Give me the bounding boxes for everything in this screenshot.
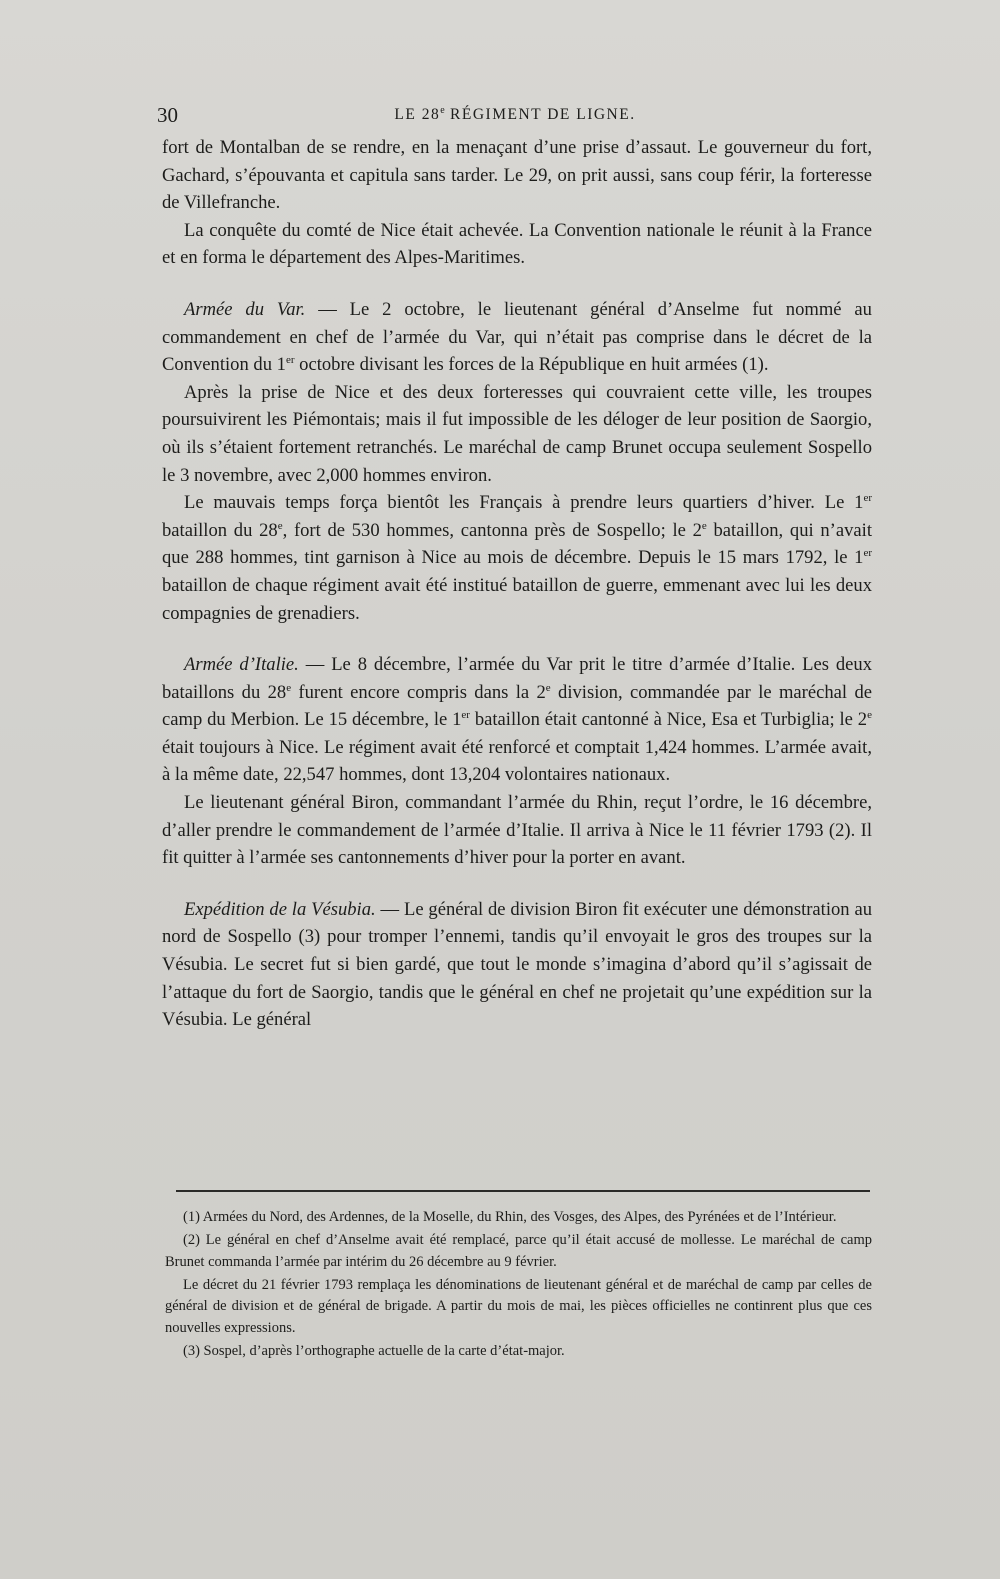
footnote-divider xyxy=(176,1190,870,1192)
paragraph: Le mauvais temps força bientôt les Français à prendre leurs quartiers d’hiver. Le 1er bataillon du 28e, fort de 530 hommes, cantonna près de Sospello; le 2e bataillon, qui n’avait que 288 hommes, tint garnison à Nice au mois de décembre. Depuis le 15 mars 1792, le 1er bataillon de chaque régiment avait été institué bataillon de guerre, emmenant avec lui les deux compagnies de grenadiers. xyxy=(162,492,872,624)
section-armee-du-var: Armée du Var. — Le 2 octobre, le lieutenant général d’Anselme fut nommé au commandement en chef de l’armée du Var, qui n’était pas comprise dans le décret de la Convention du 1er octobre divisant les forces de la République en huit armées (1). xyxy=(162,298,872,376)
section-heading: Expédition de la Vésubia. xyxy=(184,898,376,920)
paragraph: La conquête du comté de Nice était achevée. La Convention nationale le réunit à la France et en forma le département des Alpes-Maritimes. xyxy=(162,219,872,269)
section-heading: Armée du Var. xyxy=(184,298,306,320)
footnote: (3) Sospel, d’après l’orthographe actuelle de la carte d’état-major. xyxy=(183,1343,565,1360)
running-head: LE 28e RÉGIMENT DE LIGNE. xyxy=(394,105,636,124)
paragraph: Le lieutenant général Biron, commandant l’armée du Rhin, reçut l’ordre, le 16 décembre, d’aller prendre le commandement de l’armée d’Italie. Il arriva à Nice le 11 février 1793 (2). Il fit quitter à l’armée ses cantonnements d’hiver pour la porter en avant. xyxy=(162,792,872,869)
section-heading: Armée d’Italie. xyxy=(184,654,299,676)
paragraph: fort de Montalban de se rendre, en la menaçant d’une prise d’assaut. Le gouverneur du fort, Gachard, s’épouvanta et capitula sans tarder. Le 29, on prit aussi, sans coup férir, la forteresse de Villefranche. xyxy=(162,137,872,214)
footnotes xyxy=(165,1207,872,1364)
footnote: (1) Armées du Nord, des Ardennes, de la Moselle, du Rhin, des Vosges, des Alpes, des Pyrénées et de l’Intérieur. xyxy=(183,1209,837,1225)
section-expedition-vesubia: Expédition de la Vésubia. — Le général de division Biron fit exécuter une démonstration au nord de Sospello (3) pour tromper l’ennemi, tandis qu’il envoyait le gros des troupes sur la Vésubia. Le secret fut si bien gardé, que tout le monde s’imagina d’abord qu’il s’agissait de l’attaque du fort de Saorgio, tandis que le général en chef ne projetait qu’une expédition sur la Vésubia. Le général xyxy=(162,898,873,1031)
page-number: 30 xyxy=(157,103,178,127)
footnote: (2) Le général en chef d’Anselme avait été remplacé, parce qu’il était accusé de mollesse. Le maréchal de camp Brunet commanda l’armée par intérim du 26 décembre au 9 février. xyxy=(165,1232,872,1270)
section-armee-d-italie: Armée d’Italie. — Le 8 décembre, l’armée du Var prit le titre d’armée d’Italie. Les deux bataillons du 28e furent encore compris dans la 2e division, commandée par le maréchal de camp du Merbion. Le 15 décembre, le 1er bataillon était cantonné à Nice, Esa et Turbiglia; le 2e était toujours à Nice. Le régiment avait été renforcé et comptait 1,424 hommes. L’armée avait, à la même date, 22,547 hommes, dont 13,204 volontaires nationaux. xyxy=(162,654,873,786)
paragraph: Après la prise de Nice et des deux forteresses qui couvraient cette ville, les troupes poursuivirent les Piémontais; mais il fut impossible de les déloger de leur position de Saorgio, où ils s’étaient fortement retranchés. Le maréchal de camp Brunet occupa seulement Sospello le 3 novembre, avec 2,000 hommes environ. xyxy=(162,381,872,486)
body-text xyxy=(162,134,872,1034)
page-header xyxy=(157,103,873,133)
footnote: Le décret du 21 février 1793 remplaça les dénominations de lieutenant général et de maréchal de camp par celles de général de division et de général de brigade. A partir du mois de mai, les pièces officielles ne continrent plus que ces nouvelles expressions. xyxy=(165,1276,872,1336)
